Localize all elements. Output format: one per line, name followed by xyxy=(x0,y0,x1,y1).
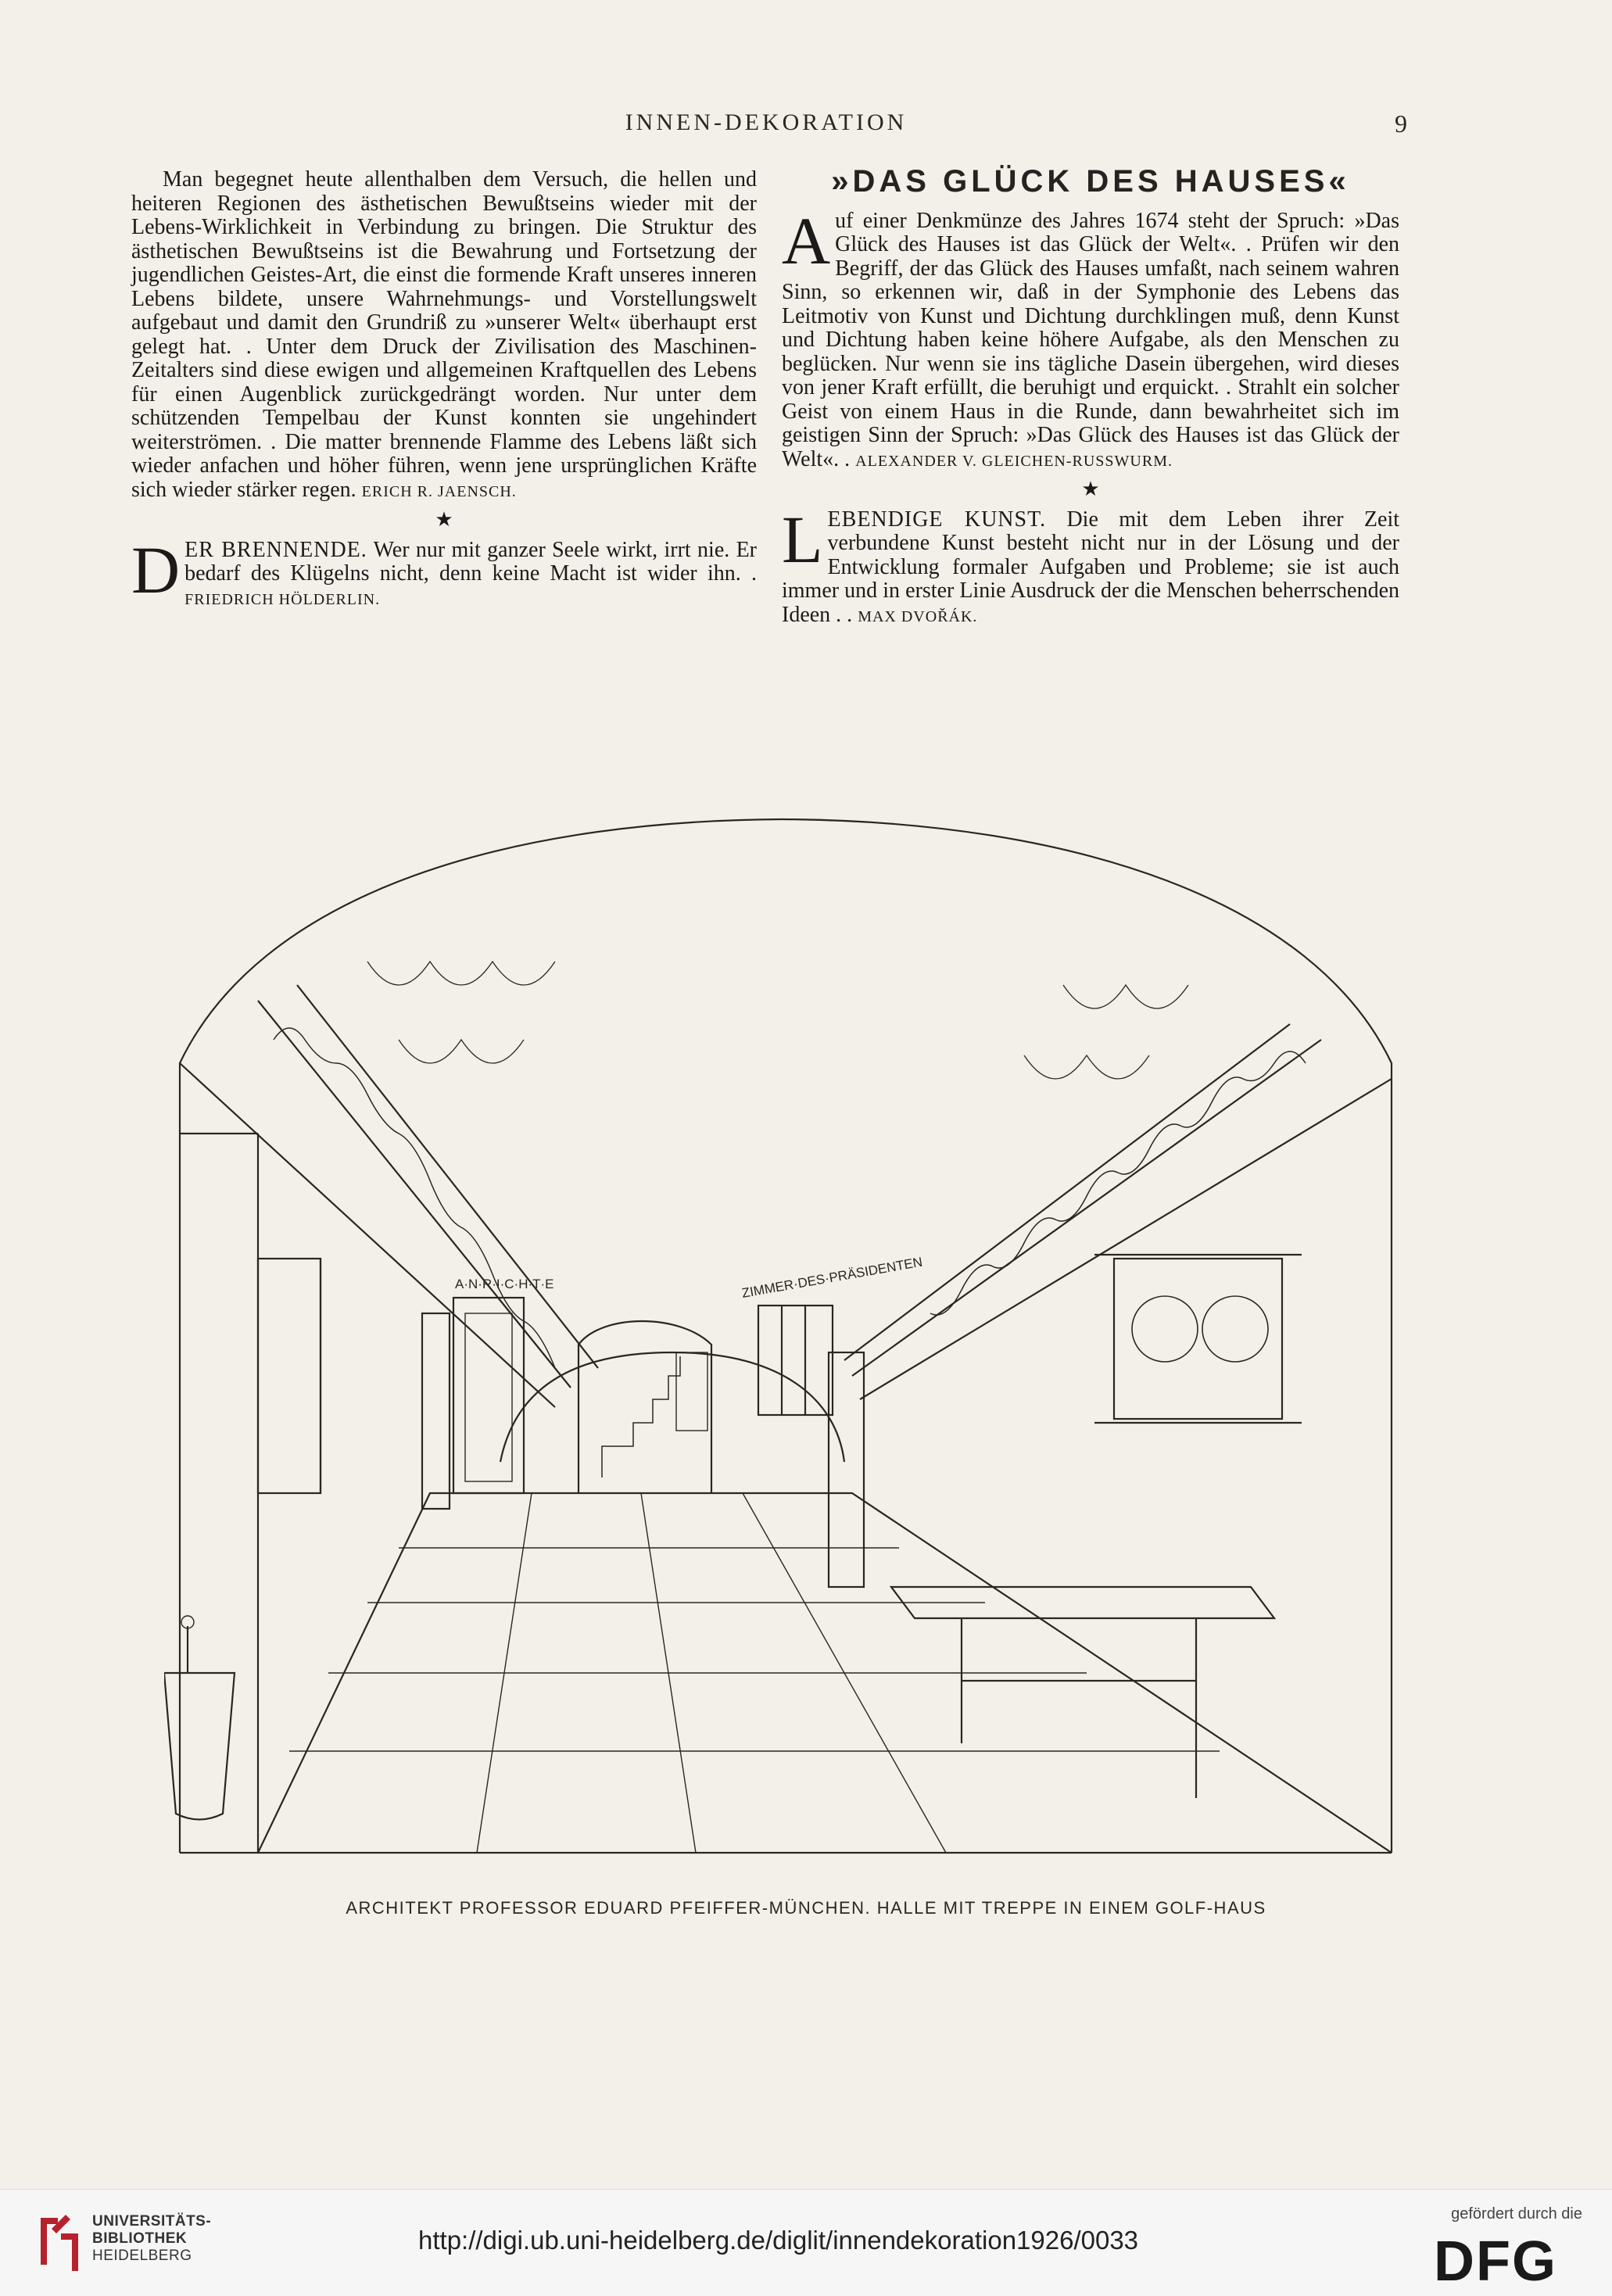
anrichte-door xyxy=(453,1298,524,1493)
essay-hoelderlin-text: Wer nur mit ganzer Seele wirkt, irrt nie. Er bedarf des Klügelns nicht, denn keine Macht ist wider ihn. . xyxy=(184,537,757,586)
viewer-footer xyxy=(0,2189,1612,2296)
essay-gleichen-text: uf einer Denkmünze des Jahres 1674 steht der Spruch: »Das Glück des Hauses ist das Glück der Welt«. . Prüfen wir den Begriff, der das Glück des Hauses umfaßt, nach seinem wahren Sinn, so erkennen wir, daß in der Symphonie des Lebens das Leitmotiv von Kunst und Dichtung durchklingen muß, denn Kunst und Dichtung haben keine höhere Aufgabe, als den Menschen zu beglücken. Nur wenn sie ins tägliche Dasein übergehen, wird dieses von jener Kraft erfüllt, die beruhigt und erquickt. . Strahlt ein solcher Geist von einem Haus in die Runde, dann bewahrheitet sich im geistigen Sinn der Spruch: »Das Glück des Hauses ist das Glück der Welt«. . xyxy=(782,208,1399,471)
permalink-url[interactable]: http://digi.ub.uni-heidelberg.de/diglit/innendekoration1926/0033 xyxy=(418,2226,1139,2255)
back-vault xyxy=(500,1352,844,1462)
essay-gleichen xyxy=(782,202,1399,474)
author-gleichen: ALEXANDER V. GLEICHEN-RUSSWURM. xyxy=(855,452,1173,470)
running-head xyxy=(125,109,1407,141)
library-name: UNIVERSITÄTS- BIBLIOTHEK HEIDELBERG xyxy=(92,2213,212,2264)
sign-anrichte: A·N·R·I·C·H·T·E xyxy=(455,1277,554,1291)
author-hoelderlin: FRIEDRICH HÖLDERLIN. xyxy=(184,590,381,608)
dropcap-l: L xyxy=(782,501,823,577)
essay-dvorak xyxy=(782,501,1399,629)
author-dvorak: MAX DVOŘÁK. xyxy=(858,607,978,625)
essay-dvorak-lead: EBENDIGE KUNST. xyxy=(827,507,1047,532)
article-heading: »DAS GLÜCK DES HAUSES« xyxy=(831,164,1350,199)
right-column xyxy=(782,164,1399,629)
dropcap-a: A xyxy=(782,202,831,278)
journal-title: INNEN-DEKORATION xyxy=(625,109,908,135)
figure-caption: ARCHITEKT PROFESSOR EDUARD PFEIFFER-MÜNCHEN. HALLE MIT TREPPE IN EINEM GOLF-HAUS xyxy=(346,1898,1266,1918)
author-jaensch: ERICH R. JAENSCH. xyxy=(361,482,517,500)
vault-arch xyxy=(180,819,1392,1853)
umbrella-stand xyxy=(164,1673,235,1820)
dfg-logo-text: DFG xyxy=(1434,2233,1557,2288)
ub-heidelberg-logo-icon[interactable] xyxy=(34,2210,89,2276)
left-column xyxy=(131,168,757,611)
essay-jaensch-text: Man begegnet heute allenthalben dem Versuch, die hellen und heiteren Regionen des ästhetischen Bewußtseins wieder mit der Lebens-Wirklichkeit in Verbindung zu bringen. Die Struktur des ästhetischen Bewußtseins ist die Bewahrung und Fortsetzung der jugendlichen Geistes-Art, die einst die formende Kraft unseres inneren Lebens bildete, unsere Wahrnehmungs- und Vorstellungswelt aufgebaut und damit den Grundriß zu »unserer Welt« überhaupt erst gelegt hat. . Unter dem Druck der Zivilisation des Maschinen-Zeitalters sind diese ewigen und allgemeinen Kraftquellen des Lebens für einen Augenblick zurückgedrängt worden. Nur unter dem schützenden Tempelbau der Kunst konnten sie ungehindert weiterströmen. . Die matter brennende Flamme des Lebens läßt sich wieder anfachen und höher führen, wenn jene ursprünglichen Kräfte sich wieder stärker regen. xyxy=(131,167,757,502)
hall-illustration xyxy=(164,805,1415,1868)
page-number: 9 xyxy=(1395,109,1407,138)
sign-praesidenten: ZIMMER·DES·PRÄSIDENTEN xyxy=(740,1254,924,1301)
dropcap-d: D xyxy=(131,532,181,607)
essay-jaensch xyxy=(131,168,757,503)
essay-hoelderlin-lead: ER BRENNENDE. xyxy=(184,537,367,562)
essay-dvorak-text: Die mit dem Leben ihrer Zeit verbundene Kunst besteht nicht nur in der Lösung und der Entwicklung formaler Aufgaben und Probleme; sie ist auch immer und in erster Linie Ausdruck der die Menschen beherrschenden Ideen . . xyxy=(782,507,1399,627)
essay-hoelderlin xyxy=(131,532,757,612)
dfg-logo-icon[interactable] xyxy=(1434,2233,1582,2288)
separator-star: ★ xyxy=(435,508,453,531)
separator-star: ★ xyxy=(1081,478,1100,500)
funding-label: gefördert durch die xyxy=(1451,2205,1582,2223)
wall-map xyxy=(1114,1259,1282,1419)
